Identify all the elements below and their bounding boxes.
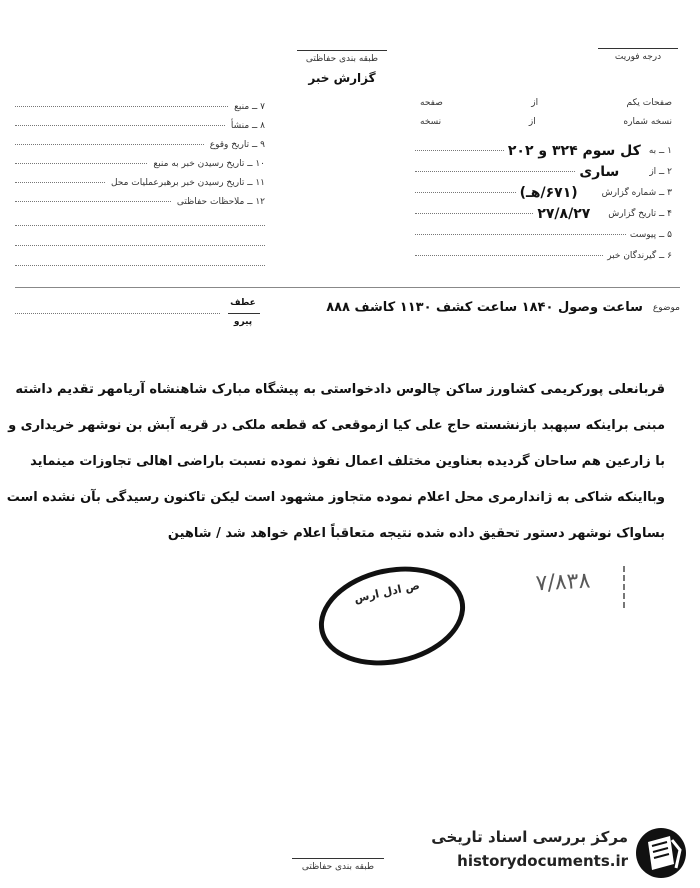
field-dots — [15, 182, 105, 183]
field-row — [415, 161, 672, 182]
report-body — [6, 382, 665, 562]
pages-unit: صفحه — [420, 98, 443, 108]
field-origin-label: ۸ ــ منشأ — [230, 120, 265, 131]
field-security-notes-label: ۱۲ ــ ملاحظات حفاظتی — [176, 196, 265, 207]
priority-label: درجه فوریت — [614, 52, 662, 62]
right-fields — [415, 140, 672, 266]
left-fields — [15, 97, 265, 266]
field-dots — [415, 192, 516, 193]
handwritten-note: ۷/۸۳۸ — [535, 568, 591, 597]
peiro-label: پیرو — [233, 317, 253, 327]
watermark-center-name: مرکز بررسی اسناد تاریخی — [431, 828, 628, 846]
field-dots — [15, 144, 204, 145]
field-dots — [415, 150, 504, 151]
field-to-label: ۱ ــ به — [648, 145, 672, 156]
field-report-number-label: ۳ ــ شماره گزارش — [601, 187, 672, 198]
subject-row — [300, 300, 680, 315]
field-from-value: ساری — [579, 163, 620, 180]
handwritten-bracket — [623, 566, 635, 608]
field-row — [415, 140, 672, 161]
field-report-date-value: ۲۷/۸/۲۷ — [537, 205, 591, 222]
field-dots — [415, 234, 626, 235]
field-dots — [15, 163, 147, 164]
watermark-website: historydocuments.ir — [457, 852, 628, 870]
field-dots — [15, 125, 225, 126]
copy-label: نسخه شماره — [623, 117, 672, 127]
field-dots — [415, 171, 575, 172]
field-dots — [15, 106, 228, 107]
field-attachment-label: ۵ ــ پیوست — [629, 229, 672, 240]
field-row — [15, 173, 265, 192]
body-line: قربانعلی پورکریمی کشاورز ساکن چالوس دادخواستی به پیشگاه مبارک شاهنشاه آریامهر تقدیم داشته — [15, 382, 665, 397]
pages-label: صفحات یکم — [626, 98, 672, 108]
field-row — [15, 192, 265, 211]
page-title: گزارش خبر — [308, 71, 376, 85]
copy-from: از — [528, 117, 536, 127]
field-row — [415, 245, 672, 266]
field-row — [15, 97, 265, 116]
copy-row — [420, 117, 672, 127]
blank-line — [15, 245, 265, 246]
field-row — [15, 154, 265, 173]
office-stamp — [310, 554, 475, 679]
field-news-to-operations-label: ۱۱ ــ تاریخ رسیدن خبر برهبرعملیات محل — [110, 177, 265, 188]
field-dots — [15, 201, 171, 202]
copy-unit: نسخه — [420, 117, 442, 127]
field-source-label: ۷ ــ منبع — [234, 101, 265, 112]
classification-bottom: طبقه بندی حفاظتی — [301, 862, 375, 872]
atf-dots — [15, 313, 220, 314]
atf-label: عطف — [230, 298, 256, 308]
field-report-date-label: ۴ ــ تاریخ گزارش — [608, 208, 672, 219]
field-dots — [415, 255, 603, 256]
blank-line — [15, 265, 265, 266]
field-row — [15, 135, 265, 154]
body-line: وبااینکه شاکی به ژاندارمری محل اعلام نموده متجاوز مشهود است لیکن تاکنون رسیدگی بآن نشده است — [6, 490, 665, 505]
field-news-to-source-label: ۱۰ ــ تاریخ رسیدن خبر به منبع — [153, 158, 265, 169]
field-report-number-value: (۶۷۱/هـ) — [519, 184, 578, 201]
subject-label: موضوع — [652, 302, 680, 313]
body-line: بساواک نوشهر دستور تحقیق داده شده نتیجه متعاقباً اعلام خواهد شد / شاهین — [167, 526, 665, 541]
blank-line — [15, 225, 265, 226]
field-row — [415, 182, 672, 203]
field-row — [15, 116, 265, 135]
field-dots — [415, 213, 533, 214]
subject-value: ساعت وصول ۱۸۴۰ ساعت کشف ۱۱۳۰ کاشف ۸۸۸ — [326, 300, 643, 315]
field-row — [415, 203, 672, 224]
field-recipients-label: ۶ ــ گیرندگان خبر — [607, 250, 672, 261]
classification-top: طبقه بندی حفاظتی — [305, 54, 379, 64]
pages-row — [420, 98, 672, 108]
body-line: مبنی براینکه سپهبد بازنشسته حاج علی کیا ازموقعی که قطعه ملکی در قریه آبش بن نوشهر خریداری و — [8, 418, 665, 433]
classification-top-rule — [297, 50, 387, 51]
body-line: با زارعین هم ساحان گردیده بعناوین مختلف اعمال نفوذ نموده نسبت باراضی اهالی تجاوزات مینماید — [30, 454, 665, 469]
classification-bottom-rule — [292, 858, 384, 859]
stamp-text: ص ادل ارس — [352, 578, 421, 606]
atf-rule — [228, 313, 260, 314]
field-row — [415, 224, 672, 245]
archive-logo-svg — [636, 828, 686, 878]
field-from-label: ۲ ــ از — [649, 166, 672, 177]
pages-from: از — [531, 98, 539, 108]
archive-logo-icon — [636, 828, 686, 878]
priority-rule — [598, 48, 678, 49]
field-to-value: کل سوم ۳۲۴ و ۲۰۲ — [507, 142, 641, 159]
header-divider — [15, 287, 680, 288]
field-occurrence-date-label: ۹ ــ تاریخ وقوع — [209, 139, 265, 150]
